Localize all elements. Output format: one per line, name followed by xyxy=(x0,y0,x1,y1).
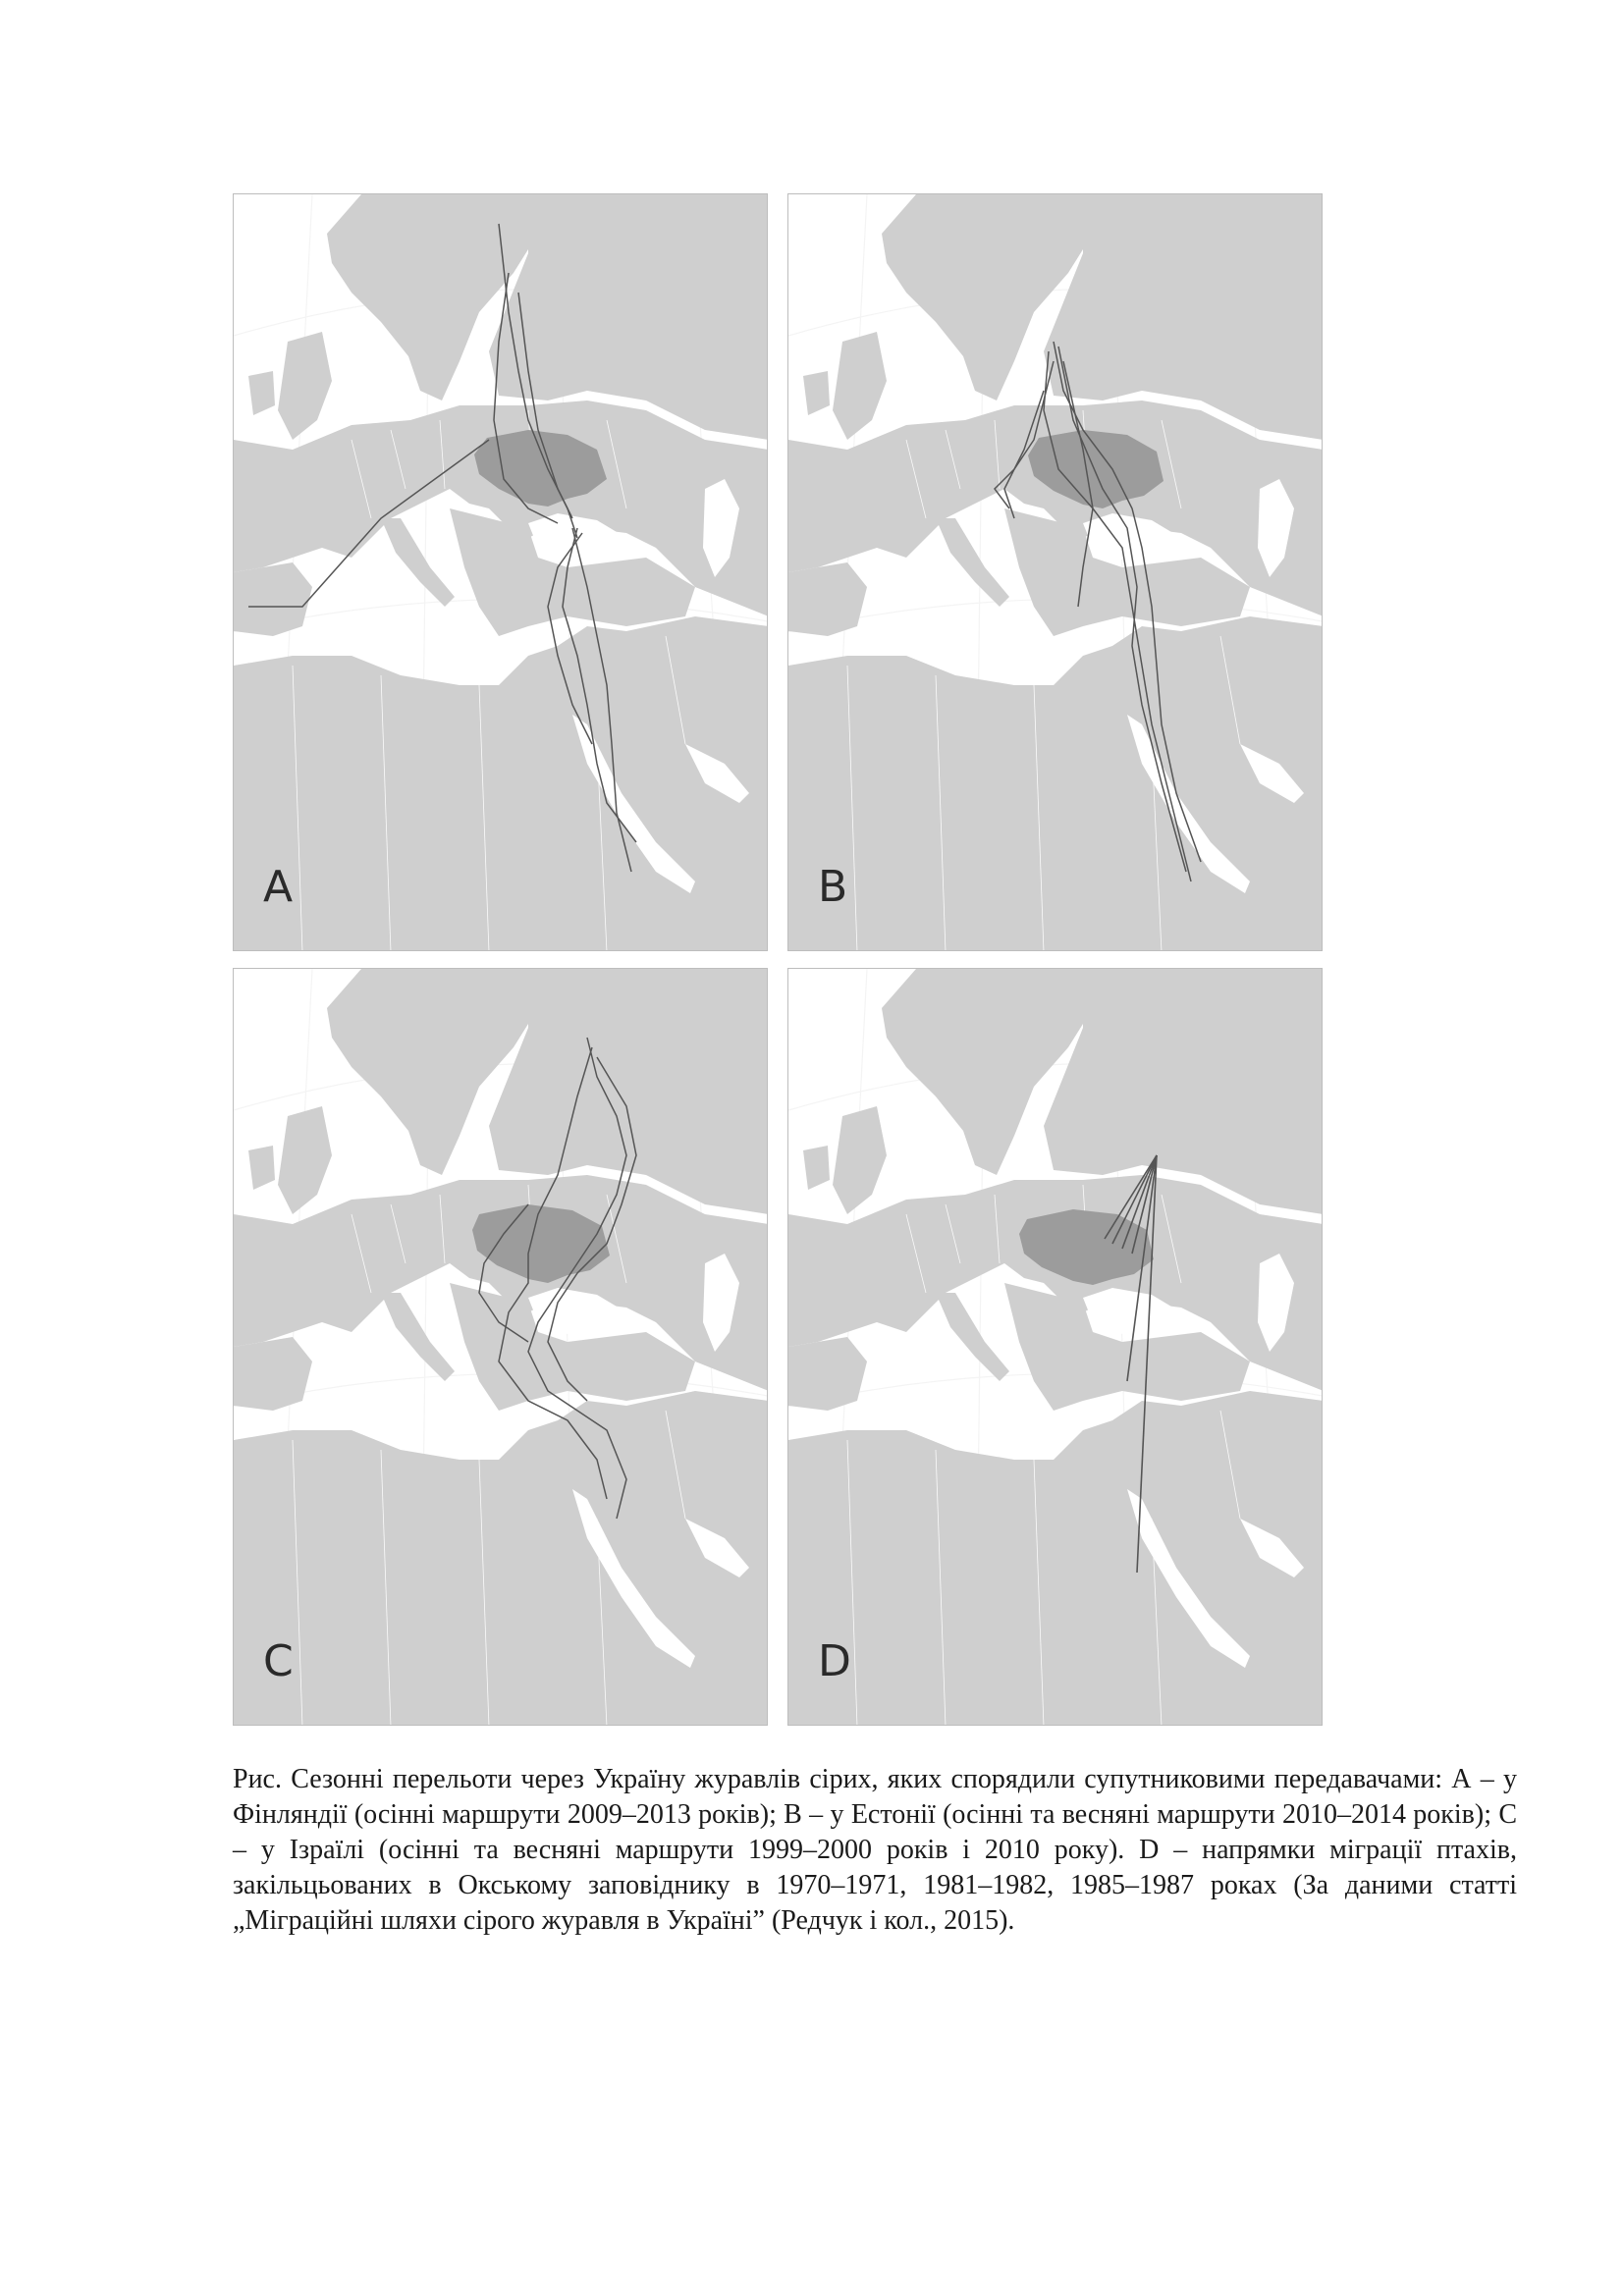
map-panel-b xyxy=(787,193,1323,951)
map-b-svg xyxy=(788,194,1323,951)
panel-label-c: C xyxy=(263,1636,294,1686)
map-panel-d xyxy=(787,968,1323,1726)
map-panel-a xyxy=(233,193,768,951)
figure-caption: Рис. Сезонні перельоти через Україну журавлів сірих, яких спорядили супутниковими передавачами: А – у Фінляндії (осінні маршрути 2009–2013 років); В – у Естонії (осінні та весняні маршрути 2010–2014 років); С – у Ізраїлі (осінні та весняні маршрути 1999–2000 років і 2010 року). D – напрямки міграції птахів, закільцьованих в Окському заповіднику в 1970–1971, 1981–1982, 1985–1987 роках (За даними статті „Міграційні шляхи сірого журавля в Україні” (Редчук і кол., 2015). xyxy=(233,1764,1517,1936)
map-d-svg xyxy=(788,969,1323,1726)
map-c-svg xyxy=(234,969,768,1726)
panel-label-d: D xyxy=(818,1636,851,1686)
panel-label-b: B xyxy=(818,862,848,912)
panel-label-a: A xyxy=(263,862,294,912)
map-a-svg xyxy=(234,194,768,951)
map-panel-c xyxy=(233,968,768,1726)
